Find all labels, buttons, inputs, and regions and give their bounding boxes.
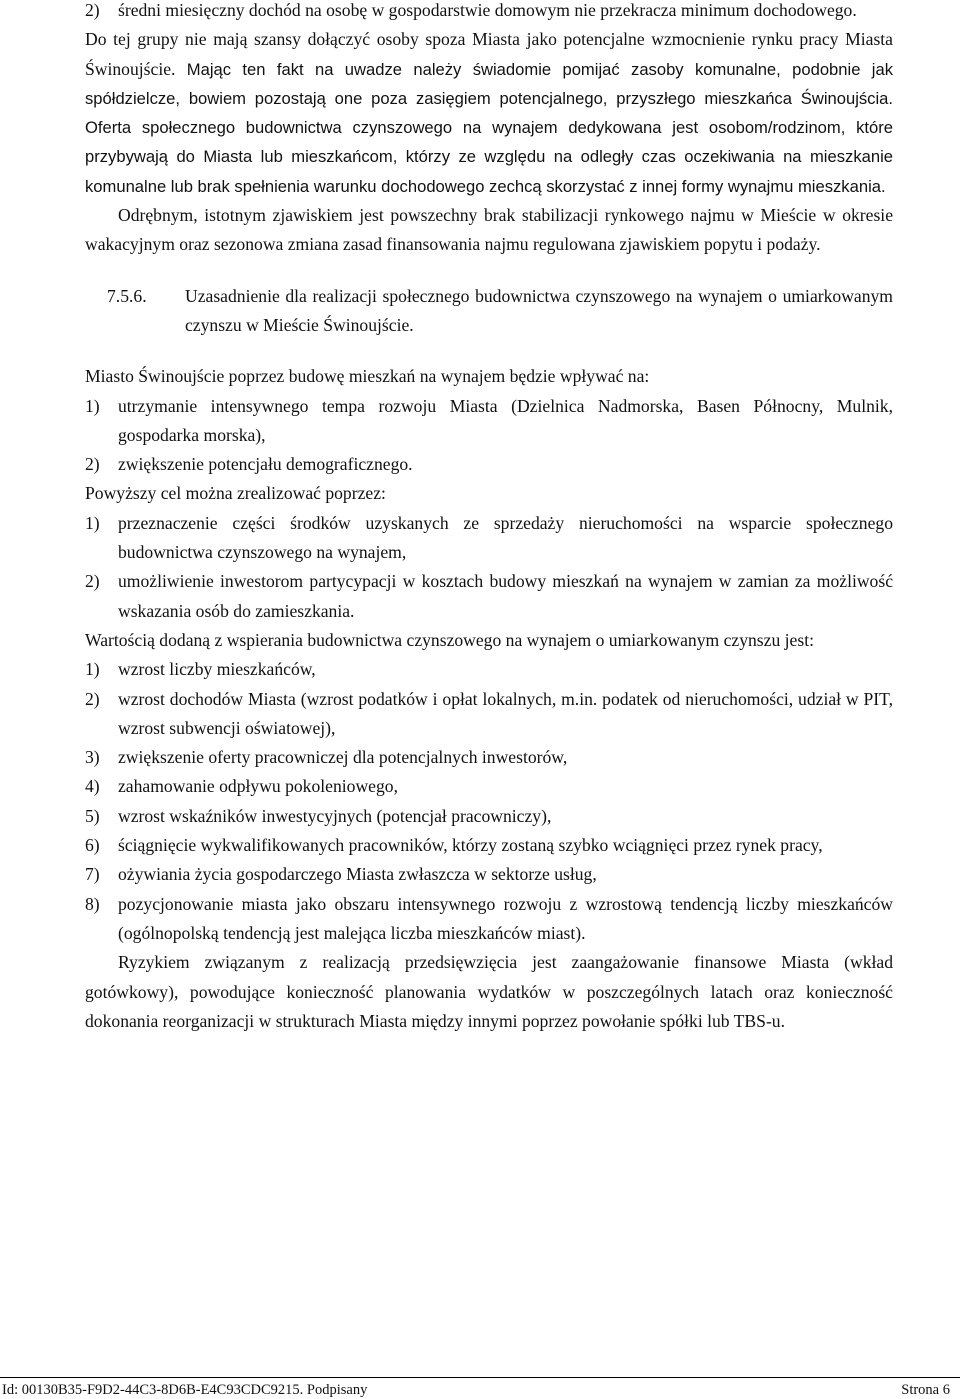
- list-item: [85, 831, 893, 860]
- list-item: [85, 772, 893, 801]
- list-number: 4): [85, 776, 100, 797]
- list-text: ożywiania życia gospodarczego Miasta zwłaszcza w sektorze usług,: [118, 864, 597, 885]
- intro-1: Miasto Świnoujście poprzez budowę mieszkań na wynajem będzie wpływać na:: [85, 366, 650, 387]
- list-text: utrzymanie intensywnego tempa rozwoju Miasta (Dzielnica Nadmorska, Basen Północny, Mulnik, gospodarka morska),: [118, 395, 893, 445]
- list-item: [85, 743, 893, 772]
- list-number: 5): [85, 805, 100, 826]
- list-number: 1): [85, 512, 100, 533]
- list-item: [85, 860, 893, 889]
- list-text: przeznaczenie części środków uzyskanych ze sprzedaży nieruchomości na wsparcie społecznego budownictwa czynszowego na wynajem,: [118, 512, 893, 563]
- list-item: [85, 685, 893, 744]
- paragraph-1-serif: Do tej grupy nie mają szansy dołączyć osoby spoza Miasta jako potencjalne wzmocnienie rynku pracy Miasta Świnoujście.: [85, 29, 893, 79]
- list-3: [85, 655, 893, 948]
- document-id: Id: 00130B35-F9D2-44C3-8D6B-E4C93CDC9215. Podpisany: [2, 1382, 368, 1398]
- list-number: 3): [85, 747, 100, 768]
- paragraph-3: Ryzykiem związanym z realizacją przedsięwzięcia jest zaangażowanie finansowe Miasta (wkład gotówkowy), powodujące konieczność planowania wydatków w poszczególnych latach oraz konieczność dokonania reorganizacji w strukturach Miasta między innymi poprzez powołanie spółki lub TBS-u.: [85, 952, 893, 1031]
- list-number: 8): [85, 893, 100, 914]
- list-number: 2): [85, 571, 100, 592]
- list-text: średni miesięczny dochód na osobę w gospodarstwie domowym nie przekracza minimum dochodowego.: [118, 0, 857, 20]
- page-number: Strona 6: [901, 1382, 950, 1398]
- list-item: [85, 890, 893, 949]
- paragraph-2: Odrębnym, istotnym zjawiskiem jest powszechny brak stabilizacji rynkowego najmu w Mieście w okresie wakacyjnym oraz sezonowa zmiana zasad finansowania najmu regulowana zjawiskiem popytu i podaży.: [85, 205, 893, 255]
- section-title: Uzasadnienie dla realizacji społecznego budownictwa czynszowego na wynajem o umiarkowanym czynszu w Mieście Świnoujście.: [185, 285, 893, 335]
- list-text: zwiększenie potencjału demograficznego.: [118, 454, 413, 475]
- list-number: 2): [85, 454, 100, 475]
- list-number: 2): [85, 688, 100, 709]
- list-number: 1): [85, 659, 100, 680]
- list-text: ściągnięcie wykwalifikowanych pracowników, którzy zostaną szybko wciągnięci przez rynek pracy,: [118, 835, 823, 856]
- list-text: wzrost liczby mieszkańców,: [118, 659, 316, 680]
- list-text: zwiększenie oferty pracowniczej dla potencjalnych inwestorów,: [118, 747, 568, 768]
- list-text: umożliwienie inwestorom partycypacji w kosztach budowy mieszkań na wynajem w zamian za możliwość wskazania osób do zamieszkania.: [118, 571, 893, 621]
- list-text: wzrost dochodów Miasta (wzrost podatków i opłat lokalnych, m.in. podatek od nieruchomości, udział w PIT, wzrost subwencji oświatowej),: [118, 688, 893, 738]
- list-item: [85, 567, 893, 626]
- list-number: 7): [85, 864, 100, 885]
- list-item: [85, 509, 893, 568]
- document-page: [85, 0, 893, 1036]
- paragraph-1-sans: Mając ten fakt na uwadze należy świadomie pomijać zasoby komunalne, podobnie jak spółdzielcze, bowiem pozostają one poza zasięgiem potencjalnego, przyszłego mieszkańca Świnoujścia. Oferta społecznego budownictwa czynszowego na wynajem dedykowana jest osobom/rodzinom, które przybywają do Miasta lub mieszkańcom, którzy ze względu na odległy czas oczekiwania na mieszkanie komunalne lub brak spełnienia warunku dochodowego zechcą skorzystać z innej formy wynajmu mieszkania.: [85, 59, 893, 196]
- list-text: pozycjonowanie miasta jako obszaru intensywnego rozwoju z wzrostową tendencją liczby mieszkańców (ogólnopolską tendencją jest malejąca liczba mieszkańców miast).: [118, 893, 893, 943]
- list-item: [85, 802, 893, 831]
- list-item-top: [85, 0, 893, 25]
- list-number: 6): [85, 835, 100, 856]
- list-item: [85, 392, 893, 451]
- list-text: wzrost wskaźników inwestycyjnych (potencjał pracowniczy),: [118, 805, 552, 826]
- list-text: zahamowanie odpływu pokoleniowego,: [118, 776, 398, 797]
- list-number: 2): [85, 0, 100, 20]
- section-number: 7.5.6.: [107, 285, 147, 306]
- list-item: [85, 450, 893, 479]
- intro-3: Wartością dodaną z wspierania budownictwa czynszowego na wynajem o umiarkowanym czynszu jest:: [85, 629, 814, 650]
- intro-2: Powyższy cel można zrealizować poprzez:: [85, 483, 386, 504]
- list-1: [85, 392, 893, 480]
- section-heading: [85, 282, 893, 341]
- list-2: [85, 509, 893, 626]
- list-number: 1): [85, 395, 100, 416]
- page-footer: [0, 1377, 960, 1398]
- paragraph-1: [85, 25, 893, 201]
- list-item: [85, 655, 893, 684]
